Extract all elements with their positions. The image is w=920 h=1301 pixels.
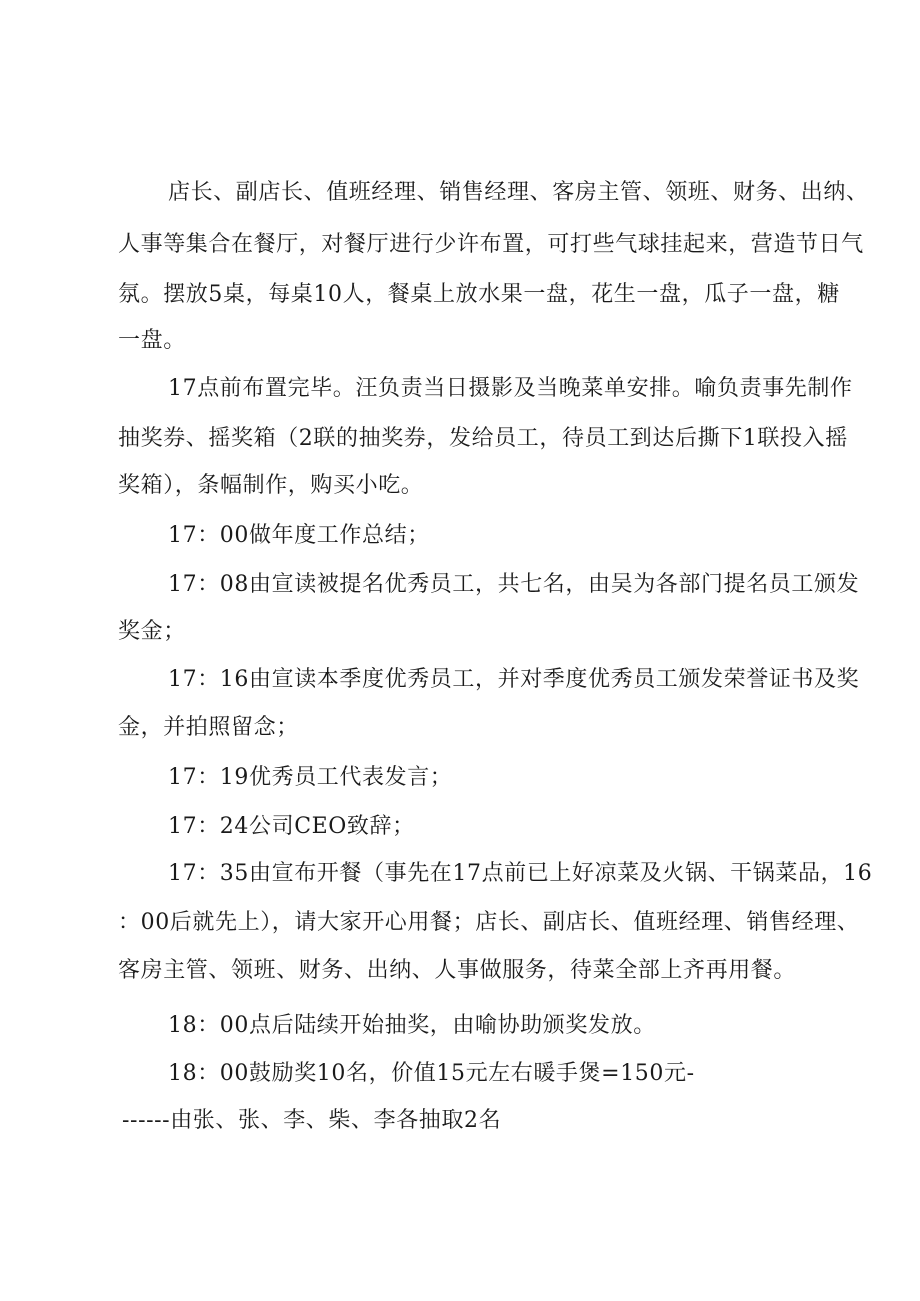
text-line-10: 奖金； <box>118 619 186 644</box>
text-line-19: 18：00鼓励奖10名，价值15元左右暖手煲=150元- <box>168 1061 695 1086</box>
text-line-9: 17：08由宣读被提名优秀员工，共七名，由吴为各部门提名员工颁发 <box>168 572 860 597</box>
text-line-7: 奖箱），条幅制作，购买小吃。 <box>118 473 424 498</box>
text-line-16: ：00后就先上），请大家开心用餐；店长、副店长、值班经理、销售经理、 <box>118 910 860 935</box>
text-line-6: 抽奖券、摇奖箱（2联的抽奖券，发给员工，待员工到达后撕下1联投入摇 <box>118 426 848 451</box>
text-line-14: 17：24公司CEO致辞； <box>168 814 415 839</box>
text-line-13: 17：19优秀员工代表发言； <box>168 765 453 790</box>
text-line-15: 17：35由宣布开餐（事先在17点前已上好凉菜及火锅、干锅菜品，16 <box>168 861 873 886</box>
text-line-5: 17点前布置完毕。汪负责当日摄影及当晚菜单安排。喻负责事先制作 <box>168 376 853 401</box>
text-line-17: 客房主管、领班、财务、出纳、人事做服务，待菜全部上齐再用餐。 <box>118 958 797 983</box>
text-line-12: 金，并拍照留念； <box>118 715 299 740</box>
text-line-18: 18：00点后陆续开始抽奖，由喻协助颁奖发放。 <box>168 1013 656 1038</box>
text-line-8: 17：00做年度工作总结； <box>168 523 430 548</box>
text-line-4: 一盘。 <box>118 328 186 353</box>
text-line-1: 店长、副店长、值班经理、销售经理、客房主管、领班、财务、出纳、 <box>168 180 869 205</box>
text-line-11: 17：16由宣读本季度优秀员工，并对季度优秀员工颁发荣誉证书及奖 <box>168 667 860 692</box>
text-line-3: 氛。摆放5桌，每桌10人，餐桌上放水果一盘，花生一盘，瓜子一盘，糖 <box>118 282 840 307</box>
text-line-2: 人事等集合在餐厅，对餐厅进行少许布置，可打些气球挂起来，营造节日气 <box>118 232 864 257</box>
text-line-20: ------由张、张、李、柴、李各抽取2名 <box>122 1108 502 1133</box>
